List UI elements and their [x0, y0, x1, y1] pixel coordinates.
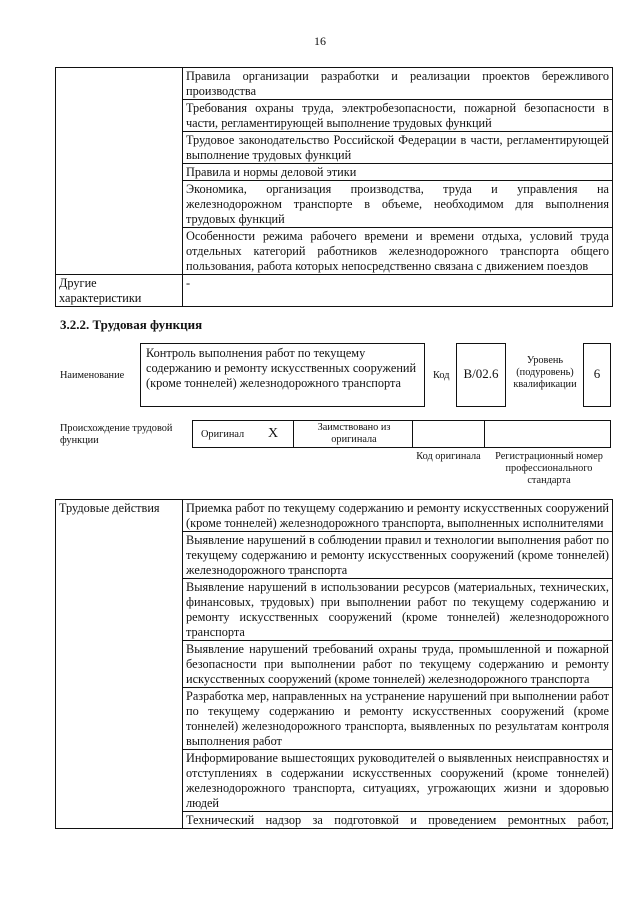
reg-number-cell	[484, 420, 611, 448]
table-cell: Правила организации разработки и реализации проектов бережливого производства	[183, 68, 613, 100]
function-name-box: Контроль выполнения работ по текущему содержанию и ремонту искусственных сооружений (кроме тоннелей) железнодорожного транспорта	[140, 343, 425, 407]
code-original-cell	[412, 420, 485, 448]
name-label: Наименование	[60, 370, 125, 381]
table-cell: Правила и нормы деловой этики	[183, 164, 613, 181]
original-label: Оригинал	[201, 429, 245, 440]
code-original-label: Код оригинала	[416, 451, 481, 462]
other-characteristics-value: -	[183, 275, 613, 307]
other-characteristics-label: Другие характеристики	[56, 275, 183, 307]
table-cell: Технический надзор за подготовкой и проведением ремонтных работ,	[183, 812, 613, 829]
borrowed-cell	[293, 420, 413, 448]
knowledge-table	[55, 67, 613, 307]
reg-number-label: Регистрационный номер профессионального стандарта	[495, 451, 603, 486]
table-cell: Трудовое законодательство Российской Федерации в части, регламентирующей выполнение трудовых функций	[183, 132, 613, 164]
qualification-level-box: 6	[583, 343, 611, 407]
table-cell: Информирование вышестоящих руководителей о выявленных неисправностях и отступлениях в содержании искусственных сооружений (кроме тоннелей) железнодорожного транспорта, ситуациях, угрожающих жизни и здоровью людей	[183, 750, 613, 812]
borrowed-label: Заимствовано из оригинала	[317, 422, 391, 445]
section-title: 3.2.2. Трудовая функция	[60, 317, 203, 332]
original-cell	[192, 420, 294, 448]
table-cell: Приемка работ по текущему содержанию и ремонту искусственных сооружений (кроме тоннелей) железнодорожного транспорта, выполненных исполнителями	[183, 500, 613, 532]
table-row	[56, 275, 613, 307]
table-row	[56, 68, 613, 100]
labor-actions-table	[55, 499, 613, 829]
table-cell: Требования охраны труда, электробезопасности, пожарной безопасности в части, регламентирующей выполнение трудовых функций	[183, 100, 613, 132]
original-mark: X	[268, 426, 279, 441]
table-row	[56, 500, 613, 532]
table-cell: Разработка мер, направленных на устранение нарушений при выполнении работ по текущему содержанию и ремонту искусственных сооружений (кроме тоннелей) железнодорожного транспорта, выявленных по результатам контроля выполнения работ	[183, 688, 613, 750]
page-number: 16	[314, 34, 326, 48]
table-label-cell	[56, 68, 183, 275]
level-label: Уровень (подуровень) квалификации	[513, 355, 577, 390]
table-cell: Выявление нарушений в соблюдении правил и технологии выполнения работ по текущему содержанию и ремонту искусственных сооружений (кроме тоннелей) железнодорожного транспорта	[183, 532, 613, 579]
table-cell: Выявление нарушений требований охраны труда, промышленной и пожарной безопасности при выполнении работ по текущему содержанию и ремонту искусственных сооружений (кроме тоннелей) железнодорожного транспорта	[183, 641, 613, 688]
origin-row	[192, 420, 611, 448]
table-cell: Экономика, организация производства, труда и управления на железнодорожном транспорте в объеме, необходимом для выполнения трудовых функций	[183, 181, 613, 228]
origin-label: Происхождение трудовой функции	[60, 423, 173, 446]
table-cell: Выявление нарушений в использовании ресурсов (материальных, технических, финансовых, трудовых) при выполнении работ по текущему содержанию и ремонту искусственных сооружений (кроме тоннелей) железнодорожного транспорта	[183, 579, 613, 641]
function-code-box: B/02.6	[456, 343, 506, 407]
code-label: Код	[433, 370, 450, 381]
labor-actions-label: Трудовые действия	[56, 500, 183, 829]
table-cell: Особенности режима рабочего времени и времени отдыха, условий труда отдельных категорий работников железнодорожного транспорта общего пользования, работа которых непосредственно связана с движением поездов	[183, 228, 613, 275]
